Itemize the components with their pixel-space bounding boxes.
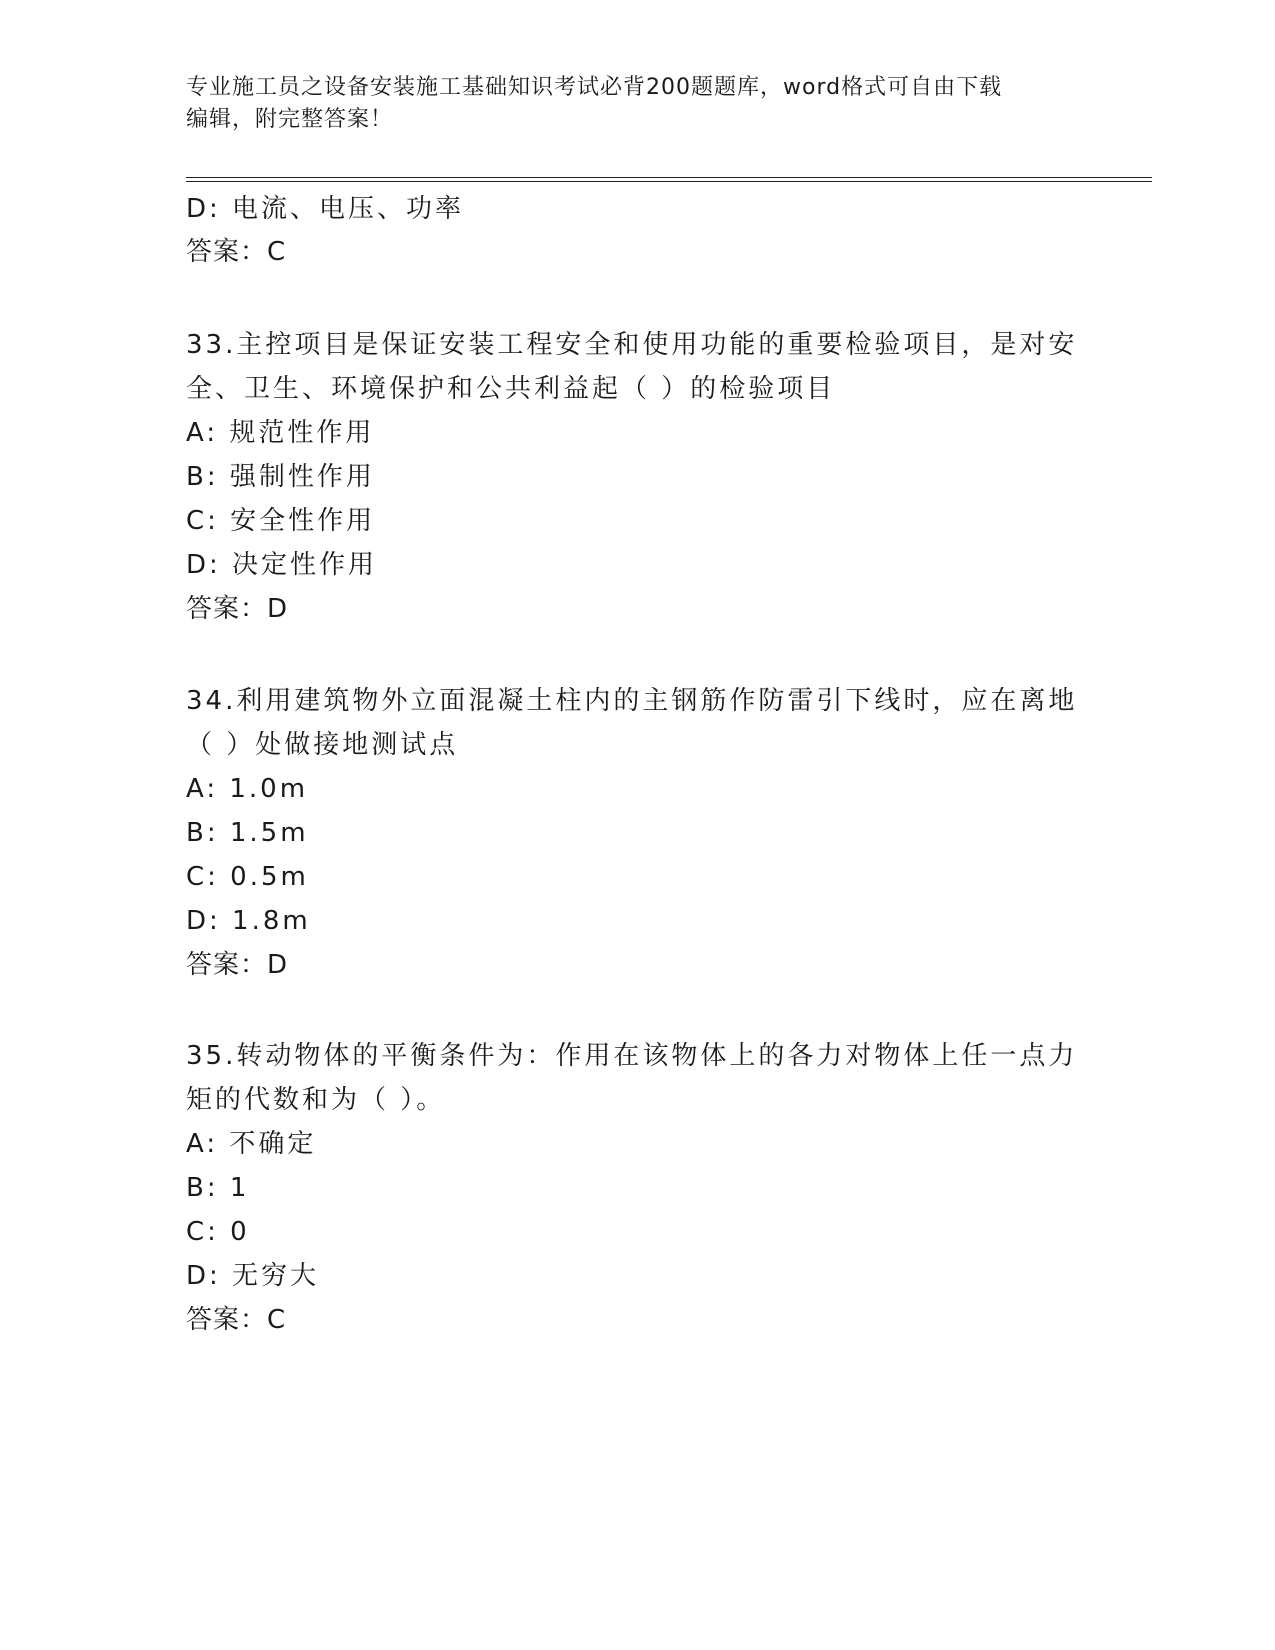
q34-option-d: D: 1.8m <box>186 906 311 936</box>
q35-stem-line-1: 35.转动物体的平衡条件为：作用在该物体上的各力对物体上任一点力 <box>186 1041 1078 1071</box>
q33-option-a: A: 规范性作用 <box>186 418 375 448</box>
q33-stem-line-2: 全、卫生、环境保护和公共利益起（ ）的检验项目 <box>186 374 836 404</box>
q35-option-a: A: 不确定 <box>186 1129 317 1159</box>
q35-answer: 答案：C <box>186 1305 287 1335</box>
header-line-1: 专业施工员之设备安装施工基础知识考试必背200题题库，word格式可自由下载 <box>186 75 1003 100</box>
page-header <box>186 72 1086 136</box>
q33-option-d: D: 决定性作用 <box>186 550 378 580</box>
q35-option-c: C: 0 <box>186 1217 250 1247</box>
q34-stem-line-1: 34.利用建筑物外立面混凝土柱内的主钢筋作防雷引下线时，应在离地 <box>186 686 1078 716</box>
header-divider-top <box>186 177 1152 178</box>
q34-option-a: A: 1.0m <box>186 774 309 804</box>
q34-answer: 答案：D <box>186 950 289 980</box>
prev-option-d: D: 电流、电压、功率 <box>186 194 465 224</box>
q35-option-b: B: 1 <box>186 1173 250 1203</box>
q35-option-d: D: 无穷大 <box>186 1261 320 1291</box>
q34-stem-line-2: （ ）处做接地测试点 <box>186 730 459 760</box>
q34-option-c: C: 0.5m <box>186 862 309 892</box>
q33-stem-line-1: 33.主控项目是保证安装工程安全和使用功能的重要检验项目，是对安 <box>186 330 1078 360</box>
q34-option-b: B: 1.5m <box>186 818 309 848</box>
q35-stem-line-2: 矩的代数和为（ ）。 <box>186 1085 446 1115</box>
header-line-2: 编辑，附完整答案！ <box>186 107 394 132</box>
q33-answer: 答案：D <box>186 594 289 624</box>
q33-option-b: B: 强制性作用 <box>186 462 375 492</box>
prev-answer: 答案：C <box>186 237 287 267</box>
q33-option-c: C: 安全性作用 <box>186 506 376 536</box>
header-divider-bottom <box>186 181 1152 182</box>
